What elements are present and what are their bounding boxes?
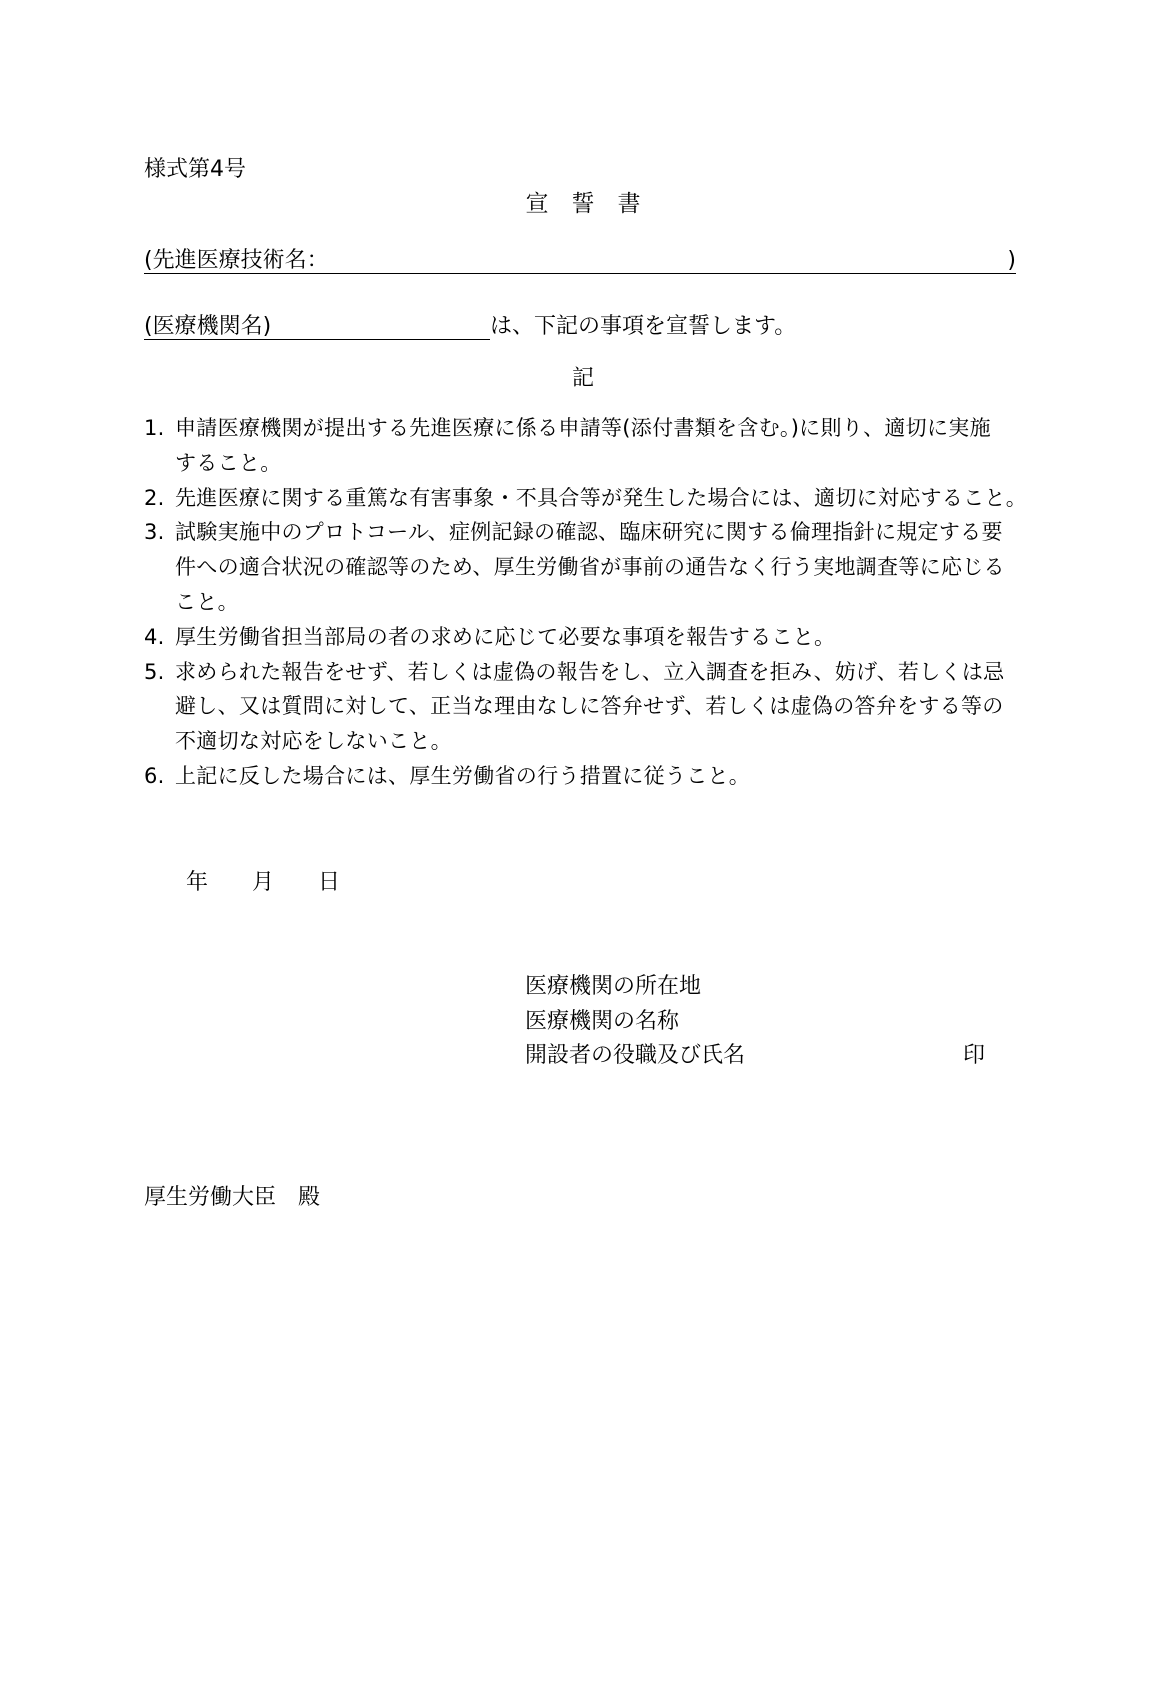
item-number: 6.	[144, 764, 165, 788]
item-text-line: 求められた報告をせず、若しくは虚偽の報告をし、立入調査を拒み、妨げ、若しくは忌	[175, 659, 1005, 684]
addressee: 厚生労働大臣 殿	[144, 1185, 321, 1210]
institution-suffix: は、下記の事項を宣誓します。	[490, 314, 797, 339]
item-text-line: 試験実施中のプロトコール、症例記録の確認、臨床研究に関する倫理指針に規定する要	[175, 520, 1003, 545]
seal-mark: 印	[963, 1043, 986, 1068]
item-number: 4.	[144, 624, 165, 649]
technology-name-close: )	[1007, 248, 1016, 273]
item-number: 5.	[144, 659, 165, 684]
document-title: 宣 誓 書	[525, 191, 641, 217]
item-text-line: 先進医療に関する重篤な有害事象・不具合等が発生した場合には、適切に対応すること。	[175, 485, 1027, 510]
item-text-line: 厚生労働省担当部局の者の求めに応じて必要な事項を報告すること。	[175, 624, 836, 649]
institution-name-sign-label: 医療機関の名称	[525, 1009, 680, 1034]
item-number: 1.	[144, 416, 165, 440]
item-text-line: 避し、又は質問に対して、正当な理由なしに答弁せず、若しくは虚偽の答弁をする等の	[175, 694, 1004, 719]
item-text-line: 上記に反した場合には、厚生労働省の行う措置に従うこと。	[175, 764, 751, 788]
institution-row	[144, 316, 796, 340]
founder-title-name-label: 開設者の役職及び氏名	[525, 1043, 746, 1068]
institution-name-label: (医療機関名)	[144, 314, 272, 339]
date-day: 日	[318, 870, 341, 895]
institution-name-field[interactable]	[144, 316, 490, 340]
technology-name-label: (先進医療技術名：	[144, 248, 329, 273]
institution-address-label: 医療機関の所在地	[525, 974, 702, 999]
ki-heading: 記	[571, 366, 594, 391]
item-number: 2.	[144, 485, 165, 510]
technology-name-field[interactable]	[144, 250, 1016, 274]
item-text-line: 不適切な対応をしないこと。	[175, 729, 452, 754]
form-number: 様式第4号	[144, 157, 246, 182]
item-number: 3.	[144, 520, 165, 545]
date-year: 年	[186, 870, 209, 895]
item-text-line: 件への適合状況の確認等のため、厚生労働省が事前の通告なく行う実地調査等に応じる	[175, 555, 1005, 580]
item-text-line: こと。	[175, 590, 239, 614]
item-text-line: すること。	[175, 450, 282, 475]
date-month: 月	[252, 870, 275, 895]
item-text-line: 申請医療機関が提出する先進医療に係る申請等(添付書類を含む。)に則り、適切に実施	[175, 416, 991, 440]
